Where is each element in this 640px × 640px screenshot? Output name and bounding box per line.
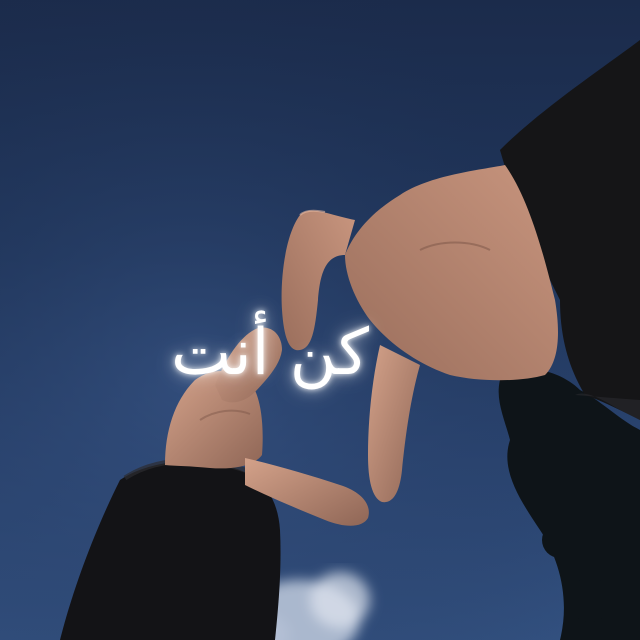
overlay-caption: كن أنت — [171, 316, 369, 390]
